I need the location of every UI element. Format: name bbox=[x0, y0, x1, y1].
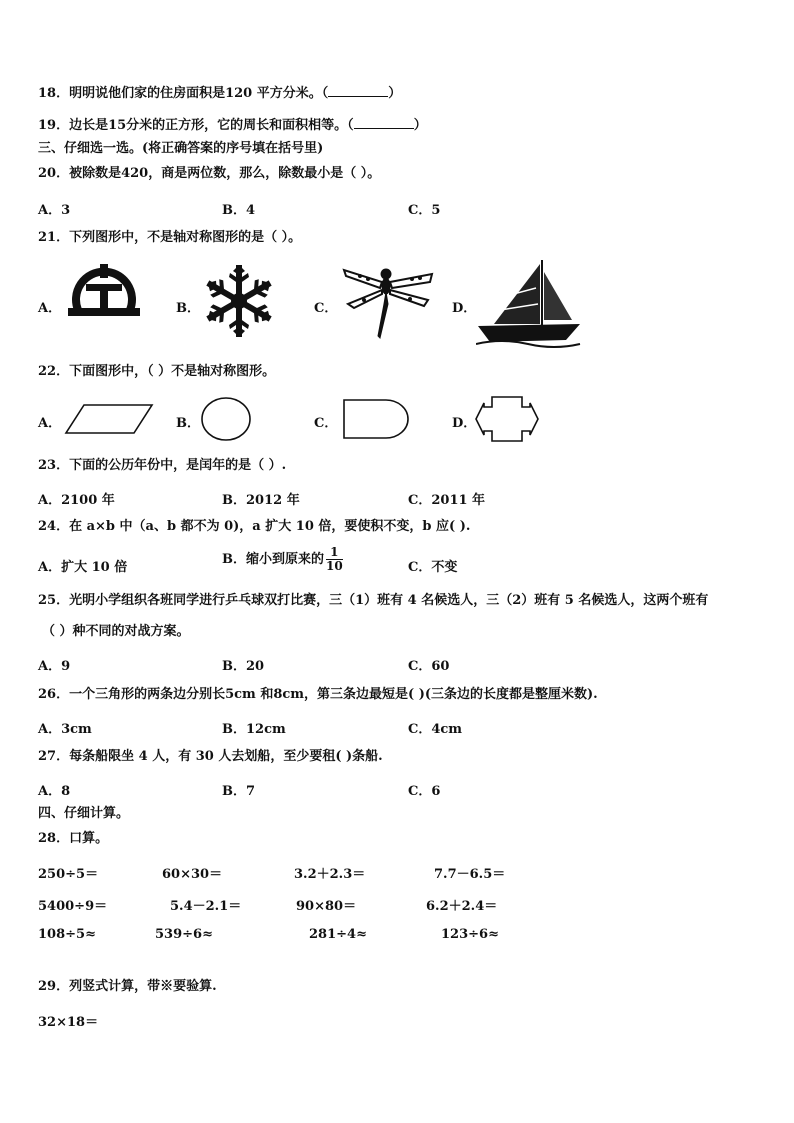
circle-shape[interactable] bbox=[200, 396, 252, 442]
q23-option-c[interactable]: C．2011 年 bbox=[408, 493, 486, 508]
q20-option-b[interactable]: B．4 bbox=[222, 203, 256, 218]
dragonfly-icon[interactable] bbox=[340, 264, 436, 342]
question-28: 28．口算。 bbox=[38, 831, 109, 846]
q26-option-c[interactable]: C．4cm bbox=[408, 722, 463, 737]
q21-label-a: A． bbox=[38, 301, 62, 316]
question-24: 24．在 a×b 中（a、b 都不为 0)，a 扩大 10 倍，要使积不变，b 应( ). bbox=[38, 519, 471, 534]
question-25-line-2: （ ）种不同的对战方案。 bbox=[42, 624, 190, 639]
question-23: 23．下面的公历年份中，是闰年的是（ ）. bbox=[38, 458, 287, 473]
calc-item: 250÷5＝ bbox=[38, 867, 99, 882]
fraction-numerator: 1 bbox=[326, 546, 343, 560]
q26-option-a[interactable]: A．3cm bbox=[38, 722, 92, 737]
q19-close: ） bbox=[413, 118, 427, 133]
q22-label-b: B． bbox=[176, 416, 200, 431]
calc-item: 5400÷9＝ bbox=[38, 899, 108, 914]
snowflake-icon[interactable] bbox=[200, 262, 278, 340]
q25-option-c[interactable]: C．60 bbox=[408, 659, 450, 674]
q24-option-c[interactable]: C．不变 bbox=[408, 560, 458, 575]
q18-text: 18．明明说他们家的住房面积是120 平方分米。（ bbox=[38, 86, 329, 101]
arrow-cross-shape[interactable] bbox=[474, 395, 540, 443]
q27-option-a[interactable]: A．8 bbox=[38, 784, 71, 799]
question-27: 27．每条船限坐 4 人，有 30 人去划船，至少要租( )条船. bbox=[38, 749, 383, 764]
q24-option-b[interactable] bbox=[222, 546, 343, 573]
question-18 bbox=[38, 84, 401, 102]
calc-item: 5.4－2.1＝ bbox=[170, 899, 242, 914]
q22-label-c: C． bbox=[314, 416, 338, 431]
q27-option-b[interactable]: B．7 bbox=[222, 784, 256, 799]
calc-item: 6.2＋2.4＝ bbox=[426, 899, 498, 914]
question-20: 20．被除数是420，商是两位数，那么，除数最小是（ ）。 bbox=[38, 166, 381, 181]
calc-item: 90×80＝ bbox=[296, 899, 357, 914]
q29-expression: 32×18＝ bbox=[38, 1015, 99, 1030]
q22-label-a: A． bbox=[38, 416, 62, 431]
q26-option-b[interactable]: B．12cm bbox=[222, 722, 286, 737]
question-21: 21．下列图形中，不是轴对称图形的是（ ）。 bbox=[38, 230, 302, 245]
calc-item: 123÷6≈ bbox=[441, 927, 499, 942]
parallelogram-shape[interactable] bbox=[64, 403, 154, 435]
fraction-denominator: 10 bbox=[326, 559, 343, 573]
q23-option-a[interactable]: A．2100 年 bbox=[38, 493, 115, 508]
q24-option-b-text: B．缩小到原来的 bbox=[222, 552, 324, 567]
q19-answer-blank[interactable] bbox=[354, 116, 414, 129]
q20-option-c[interactable]: C．5 bbox=[408, 203, 441, 218]
q22-label-d: D． bbox=[452, 416, 477, 431]
q21-label-b: B． bbox=[176, 301, 200, 316]
q27-option-c[interactable]: C．6 bbox=[408, 784, 441, 799]
calc-item: 7.7－6.5＝ bbox=[434, 867, 506, 882]
sailboat-icon[interactable] bbox=[476, 258, 582, 348]
q25-option-b[interactable]: B．20 bbox=[222, 659, 265, 674]
metro-symbol-icon[interactable] bbox=[64, 262, 144, 318]
q25-option-a[interactable]: A．9 bbox=[38, 659, 71, 674]
calc-item: 60×30＝ bbox=[162, 867, 223, 882]
q18-answer-blank[interactable] bbox=[328, 84, 388, 97]
calc-item: 3.2＋2.3＝ bbox=[294, 867, 366, 882]
question-29: 29．列竖式计算，带※要验算. bbox=[38, 979, 217, 994]
q18-close: ） bbox=[388, 86, 402, 101]
rounded-shape[interactable] bbox=[342, 398, 410, 440]
q19-text: 19．边长是15分米的正方形，它的周长和面积相等。（ bbox=[38, 118, 354, 133]
question-25-line-1: 25．光明小学组织各班同学进行乒乓球双打比赛，三（1）班有 4 名候选人，三（2）班有 5 名候选人，这两个班有 bbox=[38, 593, 709, 608]
section-4-heading: 四、仔细计算。 bbox=[38, 806, 130, 821]
fraction-one-tenth bbox=[326, 546, 343, 573]
section-3-heading: 三、仔细选一选。(将正确答案的序号填在括号里) bbox=[38, 141, 324, 156]
q24-option-a[interactable]: A．扩大 10 倍 bbox=[38, 560, 128, 575]
calc-item: 539÷6≈ bbox=[155, 927, 213, 942]
q23-option-b[interactable]: B．2012 年 bbox=[222, 493, 300, 508]
question-26: 26．一个三角形的两条边分别长5cm 和8cm，第三条边最短是( )(三条边的长度都是整厘米数). bbox=[38, 687, 598, 702]
question-19 bbox=[38, 116, 427, 134]
q20-option-a[interactable]: A．3 bbox=[38, 203, 71, 218]
q21-label-c: C． bbox=[314, 301, 338, 316]
q21-label-d: D． bbox=[452, 301, 477, 316]
calc-item: 108÷5≈ bbox=[38, 927, 96, 942]
question-22: 22．下面图形中，（ ）不是轴对称图形。 bbox=[38, 364, 276, 379]
calc-item: 281÷4≈ bbox=[309, 927, 367, 942]
